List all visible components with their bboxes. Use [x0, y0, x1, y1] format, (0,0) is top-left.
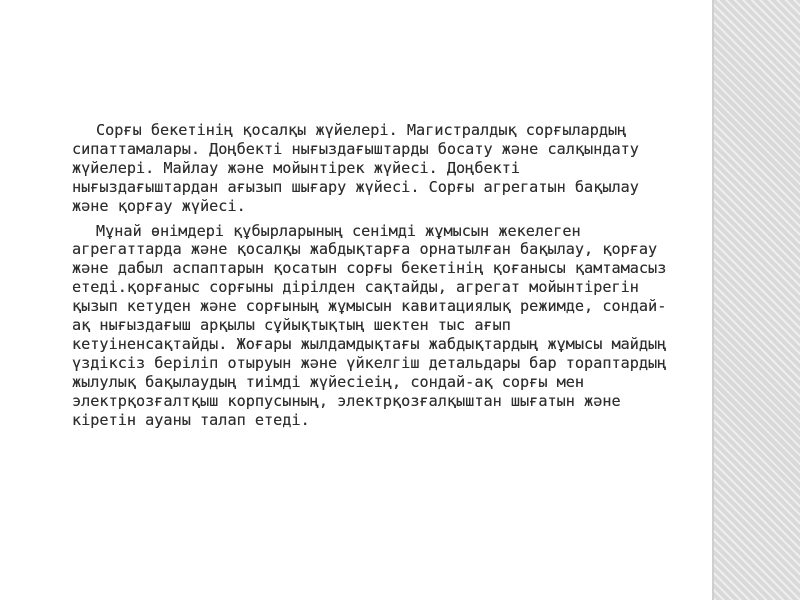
slide-body-text — [72, 121, 676, 436]
decorative-side-band — [712, 0, 800, 600]
paragraph-1: Сорғы бекетінің қосалқы жүйелері. Магистралдық сорғылардың сипаттамалары. Доңбекті нығыздағыштарды босату және салқындату жүйелері. Майлау және мойынтірек жүйесі. Доңбекті нығыздағыштардан ағызып шығару жүйесі. Сорғы агрегатын бақылау және қорғау жүйесі. — [72, 121, 649, 215]
paragraph-2: Мұнай өнімдері құбырларының сенімді жұмысын жекелеген агрегаттарда және қосалқы жабдықтарға орнатылған бақылау, қорғау және дабыл аспаптарын қосатын сорғы бекетінің қоғанысы қамтамасыз етеді.қорғаныс сорғыны дірілден сақтайды, агрегат мойынтірегін қызып кетуден және сорғының жұмысын кавитациялық режимде, сондай-ақ нығыздағыш арқылы сұйықтықтың шектен тыс ағып кетуіненсақтайды. Жоғары жылдамдықтағы жабдықтардың жұмысы майдың үздіксіз беріліп отыруын және үйкелгіш детальдары бар тораптардың жылулық бақылаудың тиімді жүйесіеің, сондай-ақ сорғы мен электрқозғалтқыш корпусының, электрқозғалқыштан шығатын және кіретін ауаны талап етеді. — [72, 221, 676, 429]
